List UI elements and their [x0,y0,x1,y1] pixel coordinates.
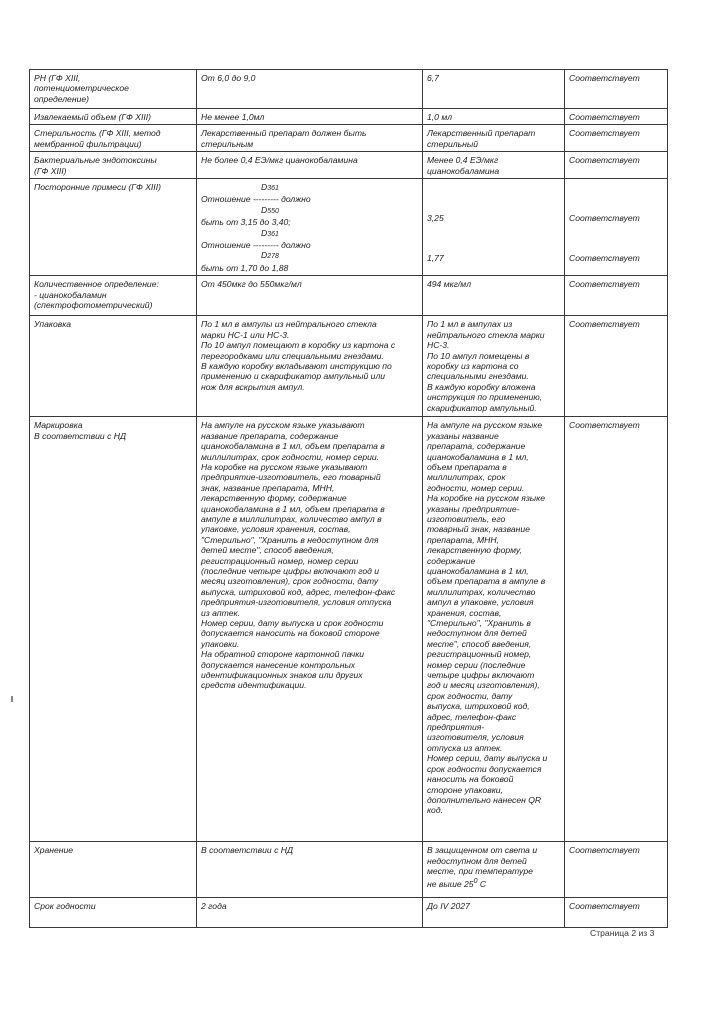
indicator-cell: Хранение [30,842,197,898]
conclusion-value-2: Соответствует [569,253,640,264]
result-value-1: 3,25 [427,213,444,224]
indicator-cell: Стерильность (ГФ XIII, метод мембранной фильтрации) [30,125,197,152]
conclusion-cell: Соответствует [565,109,668,125]
ratio-label-1: Отношение --------- должно [201,194,311,205]
result-cell: В защищенном от света и недоступном для детей месте, при температуре не выше $25^0$ С [423,842,565,898]
table-row [30,109,668,125]
norm-cell: По 1 мл в ампулы из нейтрального стекла марки НС-1 или НС-3. По 10 ампул помещают в коробку из картона с перегородками или специальными гнездами. В каждую коробку вкладывают инструкцию по применению и скарификатор ампульный или нож для вскрытия ампул. [197,316,423,417]
norm-cell: В соответствии с НД [197,842,423,898]
table-row [30,276,668,316]
result-cell: По 1 мл в ампулах из нейтрального стекла марки НС-3. По 10 ампул помещены в коробку из картона со специальными гнездами. В каждую коробку вложена инструкция по применению, скарификатор ампульный. [423,316,565,417]
result-value-2: 1,77 [427,253,444,264]
ratio-denominator-1: D550 [261,204,279,215]
result-cell: 6,7 [423,70,565,109]
result-cell: 494 мкг/мл [423,276,565,316]
indicator-cell: Бактериальные эндотоксины (ГФ XIII) [30,152,197,179]
table-row [30,898,668,928]
ratio-range-2: быть от 1,70 до 1,88 [201,262,289,273]
ratio-range-1: быть от 3,15 до 3,40; [201,217,291,228]
conclusion-cell: Соответствует [565,125,668,152]
result-cell: Менее 0,4 ЕЭ/мкг цианокобаламина [423,152,565,179]
result-cell: 1,0 мл [423,109,565,125]
norm-cell: Не более 0,4 ЕЭ/мкг цианокобаламина [197,152,423,179]
page-number: Страница 2 из 3 [590,928,655,938]
table-row [30,417,668,842]
indicator-cell: Упаковка [30,316,197,417]
ratio-numerator-2: D361 [261,227,279,238]
indicator-cell: Извлекаемый объем (ГФ XIII) [30,109,197,125]
conclusion-cell: Соответствует [565,316,668,417]
table-row [30,316,668,417]
indicator-cell: Маркировка В соответствии с НД [30,417,197,842]
indicator-cell: Количественное определение: - цианокобаламин (спектрофотометрический) [30,276,197,316]
result-cell: На ампуле на русском языке указаны название препарата, содержание цианокобаламина в 1 мл, объем препарата в миллилитрах, срок годности, номер серии. На коробке на русском языке указаны предприятие- изготовитель, его товарный знак, название препарата, МНН, лекарственную форму, содержание цианокобаламина в 1 мл, объем препарата в ампуле в миллилитрах, количество ампул в упаковке, условия хранения, состав, "Стерильно", "Хранить в недоступном для детей месте", способ введения, регистрационный номер, номер серии (последние четыре цифры включают год и месяц изготовления), срок годности, дату выпуска, штриховой код, адрес, телефон-факс предприятия- изготовителя, условия отпуска из аптек. Номер серии, дату выпуска и срок годности допускается наносить на боковой стороне упаковки, дополнительно нанесен QR код. [423,417,565,842]
conclusion-cell [565,179,668,276]
indicator-cell: РН (ГФ XIII, потенциометрическое определение) [30,70,197,109]
norm-cell: Не менее 1,0мл [197,109,423,125]
ratio-label-2: Отношение --------- должно [201,240,311,251]
indicator-cell: Срок годности [30,898,197,928]
norm-cell [197,179,423,276]
norm-cell: На ампуле на русском языке указывают название препарата, содержание цианокобаламина в 1 мл, объем препарата в миллилитрах, срок годности, номер серии. На коробке на русском языке указывают предприятие-изготовитель, его товарный знак, название препарата, МНН, лекарственную форму, содержание цианокобаламина в 1 мл, объем препарата в ампуле в миллилитрах, количество ампул в упаковке, условия хранения, состав, "Стерильно", "Хранить в недоступном для детей месте", способ введения, регистрационный номер, номер серии (последние четыре цифры включают год и месяц изготовления), срок годности, дату выпуска, штриховой код, адрес, телефон-факс предприятия-изготовителя, условия отпуска из аптек. Номер серии, дату выпуска и срок годности допускается наносить на боковой стороне упаковки. На обратной стороне картонной пачки допускается нанесение контрольных идентификационных знаков или других средств идентификации. [197,417,423,842]
conclusion-cell: Соответствует [565,70,668,109]
table-row [30,842,668,898]
norm-cell: Лекарственный препарат должен быть стерильным [197,125,423,152]
scan-artifact [11,696,13,702]
conclusion-cell: Соответствует [565,842,668,898]
conclusion-cell: Соответствует [565,898,668,928]
ratio-numerator-1: D361 [261,182,279,193]
conclusion-value-1: Соответствует [569,213,640,224]
norm-cell: От 450мкг до 550мкг/мл [197,276,423,316]
table-row [30,125,668,152]
norm-cell: От 6,0 до 9,0 [197,70,423,109]
table-row [30,179,668,276]
conclusion-cell: Соответствует [565,152,668,179]
table-row [30,70,668,109]
result-cell: До IV 2027 [423,898,565,928]
table-row [30,152,668,179]
conclusion-cell: Соответствует [565,276,668,316]
indicator-cell: Посторонние примеси (ГФ XIII) [30,179,197,276]
conclusion-cell: Соответствует [565,417,668,842]
result-cell [423,179,565,276]
norm-cell: 2 года [197,898,423,928]
specification-table [29,69,668,928]
ratio-denominator-2: D278 [261,250,279,261]
result-cell: Лекарственный препарат стерильный [423,125,565,152]
